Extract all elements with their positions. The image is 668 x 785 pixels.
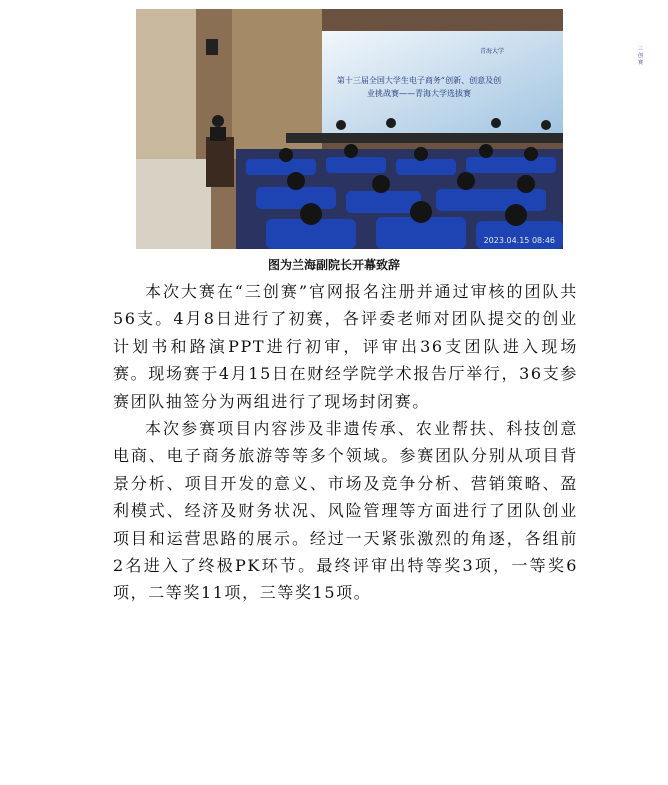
photo-scene [136,9,563,249]
article-body [113,278,578,607]
event-photo [136,9,644,249]
photo-timestamp: 2023.04.15 08:46 [483,236,555,245]
competition-logo: 三创赛 [638,46,644,66]
paragraph: 本次大赛在“三创赛”官网报名注册并通过审核的团队共56支。4月8日进行了初赛，各评委老师对团队提交的创业计划书和路演PPT进行初审，评审出36支团队进入现场赛。现场赛于4月15日在财经学院学术报告厅举行，36支参赛团队抽签分为两组进行了现场封闭赛。 [113,282,578,411]
paragraph: 本次参赛项目内容涉及非遗传承、农业帮扶、科技创意电商、电子商务旅游等等多个领域。参赛团队分别从项目背景分析、项目开发的意义、市场及竞争分析、营销策略、盈利模式、经济及财务状况、风险管理等方面进行了团队创业项目和运营思路的展示。经过一天紧张激烈的角逐，各组前2名进入了终极PK环节。最终评审出特等奖3项，一等奖6项，二等奖11项，三等奖15项。 [113,419,578,603]
screen-banner-title: 第十三届全国大学生电子商务“创新、创意及创业挑战赛——青海大学选拔赛 [336,76,502,98]
photo-caption: 图为兰海副院长开幕致辞 [267,258,400,272]
university-logo: 青海大学 [480,48,505,55]
